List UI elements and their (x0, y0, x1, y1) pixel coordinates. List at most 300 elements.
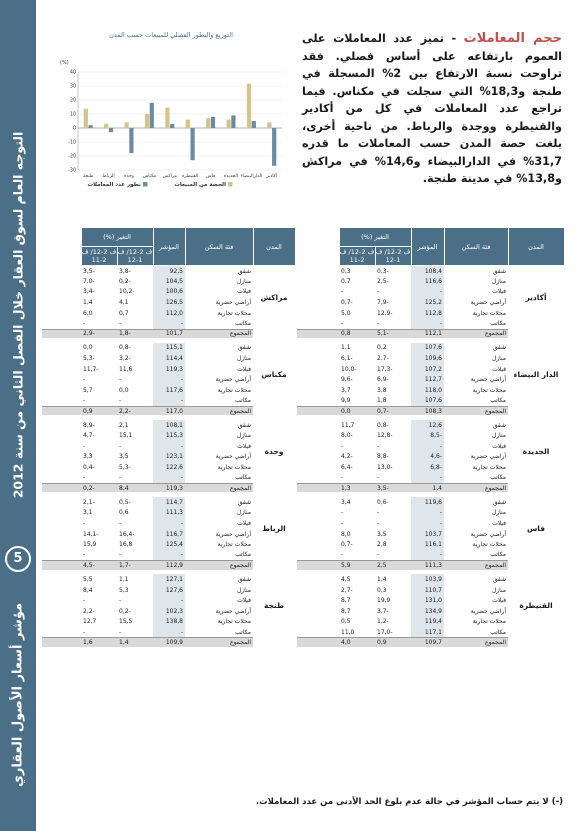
change-q-on-q: -12,9 (377, 309, 393, 317)
x-tick-label: الرباط (102, 174, 115, 179)
change-q-on-q: - (377, 509, 380, 517)
property-type: محلات تجارية (472, 618, 506, 626)
change-q-on-q: -3,5 (375, 483, 411, 494)
change-y-on-y: 1,6 (81, 638, 117, 649)
index-value: 125,2 (411, 297, 444, 308)
change-y-on-y: - (341, 509, 344, 517)
property-type: فيلات (237, 365, 251, 373)
city-name: مراكش (260, 293, 288, 303)
table-total-row (297, 638, 564, 649)
index-value: 112,7 (411, 374, 444, 385)
change-y-on-y: 0,0 (339, 406, 375, 417)
property-type: مكاتب (490, 397, 506, 405)
legend-label: الحصة من المبيعات (174, 182, 226, 188)
col-y-on-y: ف 2-12/ ف 2-11 (339, 248, 375, 264)
change-y-on-y: -0,7 (341, 299, 353, 307)
city-name: مكناس (261, 369, 287, 379)
index-value: - (411, 518, 444, 529)
change-q-on-q: 0,7 (119, 309, 129, 317)
property-type: شقق (492, 421, 506, 429)
property-type: منازل (236, 509, 251, 517)
legend-label: تطور عدد المعاملات (87, 182, 141, 188)
change-y-on-y: 15,9 (83, 541, 97, 549)
property-type: فيلات (237, 288, 251, 296)
index-value: - (153, 595, 185, 606)
change-q-on-q: -17,3 (377, 365, 393, 373)
table-total-row (42, 329, 295, 340)
x-tick-label: الدارالبيضاء (240, 174, 263, 179)
property-type: مكاتب (235, 551, 251, 559)
index-value: 109,7 (411, 638, 444, 649)
change-y-on-y: 0,3 (341, 267, 351, 275)
change-q-on-q: - (377, 288, 380, 296)
bar-sales-share (227, 120, 231, 128)
index-value: 101,7 (153, 329, 185, 340)
change-y-on-y: - (83, 320, 86, 328)
bar-sales-share (206, 118, 210, 128)
change-q-on-q: -0,2 (119, 277, 131, 285)
change-y-on-y: 5,7 (83, 386, 93, 394)
change-q-on-q: - (377, 474, 380, 482)
change-q-on-q: -8,8 (377, 453, 389, 461)
chart-title: التوزيع والتطور الفصلي للمبيعات حسب المدن (109, 31, 233, 39)
index-value: 111,3 (411, 561, 444, 572)
table-row (297, 497, 564, 508)
index-value: 127,1 (153, 574, 185, 585)
change-q-on-q: 2,5 (375, 561, 411, 572)
change-q-on-q: 1,4 (377, 575, 387, 583)
col-index: المؤشر (153, 228, 185, 266)
bar-transactions-change (150, 103, 154, 128)
property-type: المجموع (444, 329, 508, 340)
index-value: 107,6 (411, 396, 444, 407)
index-value: 100,6 (153, 287, 185, 298)
intro-body: - تميز عدد المعاملات على العموم بارتفاعه على أساس فصلي. فقد تراوحت نسبة الارتفاع بين 2% المسجلة في طنجة و18,3% التي سجلت في مكناس. فيما تراجع عدد المعاملات في كل من أكادير والقنيطرة ووجدة والرباط. من ناحية أخرى، بلغت حصة المدن حسب المعاملات ما قدره 31,7% في الدارالبيضاء و14,6% في مراكش و13,8% في مدينة طنجة. (302, 32, 562, 185)
index-value: 119,4 (411, 617, 444, 628)
legend-swatch (143, 182, 148, 187)
change-y-on-y: 1,1 (341, 344, 351, 352)
change-q-on-q: -1,2 (377, 618, 389, 626)
index-value: 111,3 (153, 508, 185, 519)
index-value: 119,6 (411, 497, 444, 508)
bar-sales-share (84, 109, 88, 128)
property-type: شقق (492, 267, 506, 275)
y-tick-label: 0 (72, 126, 76, 132)
bar-sales-share (165, 108, 169, 128)
property-type: مكاتب (490, 474, 506, 482)
property-type: محلات تجارية (472, 386, 506, 394)
change-y-on-y: - (83, 551, 86, 559)
index-value: 110,7 (411, 585, 444, 596)
change-y-on-y: - (83, 628, 86, 636)
index-value: - (411, 508, 444, 519)
index-value: - (411, 550, 444, 561)
city-name: طنجة (263, 601, 285, 611)
change-q-on-q: 15,1 (119, 432, 133, 440)
change-y-on-y: -3,4 (83, 288, 95, 296)
bar-transactions-change (231, 115, 235, 128)
change-y-on-y: -2,7 (341, 586, 353, 594)
change-q-on-q: - (119, 628, 122, 636)
city-name: الدار البيضاء (513, 369, 559, 379)
table-row (42, 497, 295, 508)
property-type: منازل (236, 277, 251, 285)
change-y-on-y: -2,2 (83, 607, 95, 615)
change-q-on-q: - (119, 597, 122, 605)
property-type: أراضي حضرية (470, 376, 506, 384)
change-y-on-y: -9,6 (341, 376, 353, 384)
x-tick-label: وجدة (124, 174, 134, 179)
index-value: 131,0 (411, 595, 444, 606)
change-q-on-q: 11,6 (119, 365, 133, 373)
col-q-on-q: ف 2-12/ ف 1-12 (375, 248, 411, 264)
change-y-on-y: - (83, 397, 86, 405)
property-type: منازل (236, 355, 251, 363)
property-type: فيلات (492, 597, 506, 605)
property-type: المجموع (185, 406, 253, 417)
change-y-on-y: -0,2 (81, 483, 117, 494)
change-q-on-q: 0,2 (377, 344, 387, 352)
city-name: أكادير (525, 293, 547, 303)
x-tick-label: القنيطرة (181, 174, 199, 179)
change-q-on-q: -0,3 (377, 267, 389, 275)
property-type: المجموع (444, 483, 508, 494)
change-q-on-q: 15,5 (119, 618, 133, 626)
index-value: 108,3 (411, 406, 444, 417)
bar-transactions-change (109, 128, 113, 132)
change-y-on-y: 3,4 (341, 498, 351, 506)
city-name: الرباط (262, 524, 286, 534)
x-tick-label: الجديدة (223, 174, 239, 179)
intro-heading: حجم المعاملات (463, 31, 562, 46)
city-name: وجدة (264, 447, 284, 457)
property-type: فيلات (492, 442, 506, 450)
change-y-on-y: 11,0 (341, 628, 355, 636)
index-value: 118,0 (411, 385, 444, 396)
index-table-left (42, 227, 296, 650)
change-y-on-y: 3,7 (341, 386, 351, 394)
index-value: 108,1 (153, 420, 185, 431)
property-type: شقق (492, 344, 506, 352)
bar-transactions-change (191, 128, 195, 160)
change-y-on-y: - (83, 519, 86, 527)
change-q-on-q: -0,5 (119, 498, 131, 506)
y-tick-label: 10 (69, 112, 76, 118)
property-type: أراضي حضرية (470, 299, 506, 307)
index-value: 126,5 (153, 297, 185, 308)
change-y-on-y: 12,7 (83, 618, 97, 626)
change-q-on-q: - (377, 320, 380, 328)
change-y-on-y: 9,9 (341, 397, 351, 405)
change-y-on-y: -7,0 (83, 277, 95, 285)
change-q-on-q: -17,0 (377, 628, 393, 636)
index-value: - (153, 441, 185, 452)
table-row (42, 266, 295, 277)
change-q-on-q: -16,4 (119, 530, 135, 538)
y-tick-label: 20 (69, 98, 76, 104)
index-value: 116,7 (153, 529, 185, 540)
property-type: أراضي حضرية (215, 530, 251, 538)
change-q-on-q: - (119, 320, 122, 328)
change-q-on-q: -6,9 (377, 376, 389, 384)
col-q-on-q: ف 2-12/ ف 1-12 (117, 248, 153, 264)
change-q-on-q: -5,3 (119, 463, 131, 471)
property-type: محلات تجارية (217, 541, 251, 549)
property-type: فيلات (492, 288, 506, 296)
change-y-on-y: - (341, 551, 344, 559)
property-type: محلات تجارية (472, 541, 506, 549)
property-type: المجموع (185, 329, 253, 340)
sales-distribution-chart (56, 28, 286, 203)
property-type: فيلات (237, 597, 251, 605)
bar-transactions-change (170, 124, 174, 128)
table-total-row (297, 329, 564, 340)
property-type: منازل (491, 432, 506, 440)
change-y-on-y: -4,7 (83, 432, 95, 440)
change-y-on-y: 3,3 (83, 453, 93, 461)
change-y-on-y: 6,0 (83, 309, 93, 317)
property-type: محلات تجارية (217, 463, 251, 471)
index-value: - (153, 627, 185, 638)
index-value: 138,8 (153, 617, 185, 628)
table-total-row (42, 561, 295, 572)
col-city: المدن (253, 228, 295, 266)
legend-swatch (228, 182, 233, 187)
bar-transactions-change (211, 117, 215, 128)
change-q-on-q: 1,4 (117, 638, 153, 649)
change-q-on-q: 3,8 (377, 386, 387, 394)
property-type: مكاتب (235, 628, 251, 636)
property-type: أراضي حضرية (470, 530, 506, 538)
property-type: المجموع (444, 638, 508, 649)
change-y-on-y: - (341, 288, 344, 296)
index-value: 112,9 (153, 561, 185, 572)
index-value: 103,7 (411, 529, 444, 540)
footnote: (-) لا يتم حساب المؤشر في حالة عدم بلوغ الحد الأدنى من عدد المعاملات. (255, 797, 563, 807)
change-y-on-y: -11,7 (83, 365, 99, 373)
change-y-on-y: 5,5 (83, 575, 93, 583)
change-y-on-y: -3,5 (83, 267, 95, 275)
index-value: 134,9 (411, 606, 444, 617)
change-q-on-q: -2,5 (377, 277, 389, 285)
table-row (297, 266, 564, 277)
x-tick-label: فاس (205, 174, 216, 179)
index-value: 115,3 (153, 430, 185, 441)
change-q-on-q: -3,7 (377, 607, 389, 615)
property-type: شقق (237, 344, 251, 352)
change-q-on-q: -5,1 (375, 329, 411, 340)
change-q-on-q: -3,8 (119, 267, 131, 275)
change-y-on-y: 8,4 (83, 586, 93, 594)
change-q-on-q: -0,8 (377, 421, 389, 429)
property-type: شقق (492, 575, 506, 583)
change-q-on-q: -1,8 (117, 329, 153, 340)
index-value: 125,4 (153, 539, 185, 550)
col-city: المدن (508, 228, 564, 266)
index-value: -4,6 (411, 452, 444, 463)
page-number: 5 (5, 546, 31, 572)
change-y-on-y: 11,7 (341, 421, 355, 429)
x-tick-label: طنجة (82, 174, 94, 179)
property-type: فيلات (492, 365, 506, 373)
index-value: - (411, 287, 444, 298)
change-q-on-q: - (119, 376, 122, 384)
change-q-on-q: -0,2 (119, 607, 131, 615)
col-index: المؤشر (411, 228, 444, 266)
index-value: 104,5 (153, 276, 185, 287)
sidebar-title-bottom: مؤشر أسعار الأصول العقاري (10, 602, 26, 788)
index-value: - (153, 318, 185, 329)
property-type: محلات تجارية (217, 309, 251, 317)
property-type: مكاتب (235, 474, 251, 482)
property-type: محلات تجارية (217, 618, 251, 626)
index-value: 116,6 (411, 276, 444, 287)
change-q-on-q: -0,7 (375, 406, 411, 417)
property-type: شقق (492, 498, 506, 506)
change-y-on-y: 5,9 (339, 561, 375, 572)
change-y-on-y: 4,5 (341, 575, 351, 583)
property-type: المجموع (185, 483, 253, 494)
bar-transactions-change (272, 128, 276, 166)
change-y-on-y: -0,7 (341, 541, 353, 549)
index-value: 117,6 (153, 385, 185, 396)
change-q-on-q: -12,8 (377, 432, 393, 440)
property-type: فيلات (237, 442, 251, 450)
index-value: -8,5 (411, 430, 444, 441)
index-value: 114,4 (153, 353, 185, 364)
change-q-on-q: 3,5 (377, 530, 387, 538)
change-q-on-q: 0,9 (375, 638, 411, 649)
change-y-on-y: - (83, 376, 86, 384)
bar-sales-share (186, 120, 190, 128)
index-value: - (153, 396, 185, 407)
change-y-on-y: -0,4 (83, 463, 95, 471)
property-type: فيلات (492, 519, 506, 527)
change-y-on-y: -2,1 (83, 498, 95, 506)
index-value: - (411, 441, 444, 452)
change-q-on-q: 0,0 (119, 386, 129, 394)
property-type: المجموع (444, 406, 508, 417)
index-value: - (153, 550, 185, 561)
change-q-on-q: -2,2 (117, 406, 153, 417)
change-y-on-y: -8,9 (83, 421, 95, 429)
bar-sales-share (267, 122, 271, 128)
change-q-on-q: - (377, 442, 380, 450)
property-type: شقق (237, 421, 251, 429)
city-name: فاس (526, 524, 546, 534)
index-value: 115,1 (153, 343, 185, 354)
change-q-on-q: 4,1 (119, 299, 129, 307)
property-type: منازل (491, 586, 506, 594)
index-value: 102,3 (153, 606, 185, 617)
change-q-on-q: -2,7 (377, 355, 389, 363)
table-row (297, 420, 564, 431)
change-q-on-q: 16,8 (119, 541, 133, 549)
index-value: 92,5 (153, 266, 185, 277)
change-q-on-q: 2,8 (377, 541, 387, 549)
change-y-on-y: 8,0 (341, 530, 351, 538)
change-q-on-q: -3,2 (119, 355, 131, 363)
property-type: محلات تجارية (217, 386, 251, 394)
change-y-on-y: 5,0 (341, 309, 351, 317)
col-y-on-y: ف 2-12/ ف 2-11 (81, 248, 117, 264)
y-tick-label: 30 (69, 84, 76, 90)
change-q-on-q: - (119, 474, 122, 482)
property-type: منازل (491, 277, 506, 285)
property-type: شقق (237, 575, 251, 583)
index-value: 122,6 (153, 462, 185, 473)
table-total-row (297, 561, 564, 572)
table-total-row (42, 483, 295, 494)
change-y-on-y: 8,7 (341, 597, 351, 605)
change-y-on-y: -8,0 (341, 432, 353, 440)
table-row (42, 574, 295, 585)
table-row (42, 343, 295, 354)
change-q-on-q: 8,4 (117, 483, 153, 494)
change-y-on-y: 0,0 (83, 344, 93, 352)
property-type: أراضي حضرية (470, 453, 506, 461)
property-type: المجموع (444, 561, 508, 572)
col-property-type: فئة السكن (185, 228, 253, 266)
property-type: أراضي حضرية (215, 299, 251, 307)
change-y-on-y: 1,3 (339, 483, 375, 494)
property-type: مكاتب (490, 628, 506, 636)
change-y-on-y: 0,8 (339, 329, 375, 340)
change-y-on-y: - (341, 474, 344, 482)
change-q-on-q: 3,5 (119, 453, 129, 461)
bar-sales-share (104, 124, 108, 128)
bar-transactions-change (129, 128, 133, 153)
property-type: مكاتب (490, 320, 506, 328)
index-value: 117,0 (153, 406, 185, 417)
change-q-on-q: -7,9 (377, 299, 389, 307)
change-q-on-q: - (119, 551, 122, 559)
change-y-on-y: -14,1 (83, 530, 99, 538)
table-total-row (297, 406, 564, 417)
change-y-on-y: -2,9 (81, 329, 117, 340)
change-q-on-q: -10,2 (119, 288, 135, 296)
change-y-on-y: -4,2 (341, 453, 353, 461)
change-y-on-y: - (83, 597, 86, 605)
property-type: المجموع (185, 561, 253, 572)
index-value: 127,6 (153, 585, 185, 596)
change-y-on-y: -4,5 (81, 561, 117, 572)
change-y-on-y: - (341, 442, 344, 450)
index-value: 1,4 (411, 483, 444, 494)
property-type: محلات تجارية (472, 309, 506, 317)
city-name: القنيطرة (519, 601, 553, 611)
sidebar (0, 0, 36, 831)
table-total-row (42, 406, 295, 417)
col-property-type: فئة السكن (444, 228, 508, 266)
index-value: 119,3 (153, 483, 185, 494)
change-q-on-q: 1,1 (119, 575, 129, 583)
intro-paragraph (302, 30, 562, 188)
bar-sales-share (247, 84, 251, 128)
change-y-on-y: 0,9 (81, 406, 117, 417)
change-q-on-q: 0,6 (119, 509, 129, 517)
bar-transactions-change (89, 125, 93, 128)
change-q-on-q: -1,7 (117, 561, 153, 572)
bar-sales-share (125, 122, 129, 128)
index-value: 114,7 (153, 497, 185, 508)
change-y-on-y: 3,1 (83, 509, 93, 517)
property-type: أراضي حضرية (215, 376, 251, 384)
index-value: 12,6 (411, 420, 444, 431)
property-type: محلات تجارية (472, 463, 506, 471)
change-q-on-q: 2,1 (119, 421, 129, 429)
index-value: 109,6 (411, 353, 444, 364)
